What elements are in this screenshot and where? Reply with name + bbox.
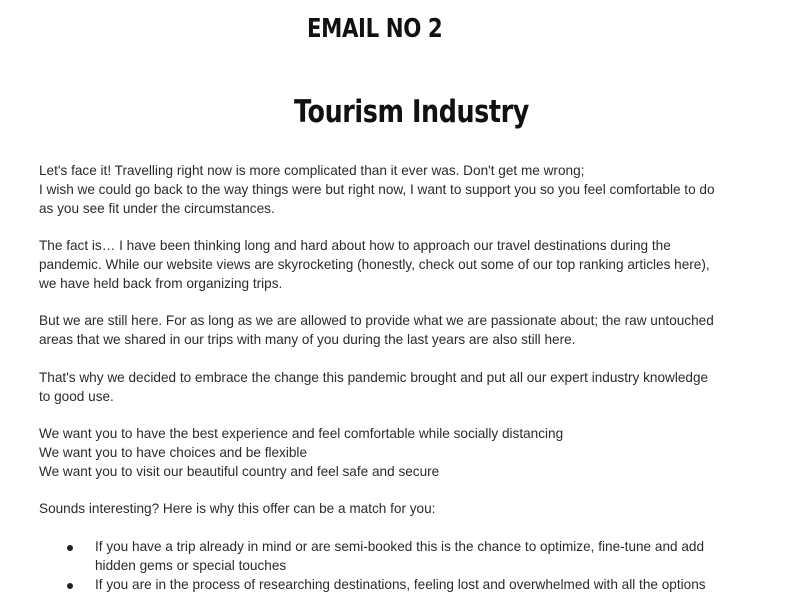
paragraph-offer-intro xyxy=(39,500,769,519)
text-line: hidden gems or special touches xyxy=(95,557,287,573)
document-title: Tourism Industry xyxy=(294,94,529,130)
list-item xyxy=(39,576,769,595)
email-number-heading: EMAIL NO 2 xyxy=(307,14,443,44)
paragraph-fact xyxy=(39,237,769,293)
paragraph-wants xyxy=(39,425,769,481)
bullet-icon xyxy=(67,545,73,551)
text-line: Let's face it! Travelling right now is more complicated than it ever was. Don't get me wrong; xyxy=(39,163,585,178)
offer-bullet-list xyxy=(39,538,769,594)
text-line: That's why we decided to embrace the change this pandemic brought and put all our expert industry knowledge xyxy=(39,369,709,385)
text-line: pandemic. While our website views are skyrocketing (honestly, check out some of our top ranking articles here), xyxy=(39,256,710,272)
paragraph-still-here xyxy=(39,312,769,350)
bullet-icon xyxy=(67,583,73,589)
text-line: as you see fit under the circumstances. xyxy=(39,200,275,216)
text-line: We want you to visit our beautiful country and feel safe and secure xyxy=(39,463,440,479)
text-line: Sounds interesting? Here is why this offer can be a match for you: xyxy=(39,501,436,517)
text-line: But we are still here. For as long as we are allowed to provide what we are passionate about; the raw untouched xyxy=(39,313,714,329)
text-line: I wish we could go back to the way things were but right now, I want to support you so you feel comfortable to do xyxy=(39,181,715,197)
text-line: to good use. xyxy=(39,388,114,404)
text-line: If you are in the process of researching destinations, feeling lost and overwhelmed with all the options xyxy=(95,576,706,592)
text-line: We want you to have the best experience and feel comfortable while socially distancing xyxy=(39,426,564,442)
paragraph-embrace-change xyxy=(39,369,769,407)
text-line: The fact is… I have been thinking long and hard about how to approach our travel destinations during the xyxy=(39,238,671,254)
list-item xyxy=(39,538,769,576)
email-body xyxy=(39,162,769,594)
text-line: We want you to have choices and be flexible xyxy=(39,444,308,460)
text-line: If you have a trip already in mind or are semi-booked this is the chance to optimize, fine-tune and add xyxy=(95,538,705,554)
paragraph-intro xyxy=(39,162,769,218)
text-line: areas that we shared in our trips with many of you during the last years are also still here. xyxy=(39,332,576,348)
text-line: we have held back from organizing trips. xyxy=(39,275,283,291)
